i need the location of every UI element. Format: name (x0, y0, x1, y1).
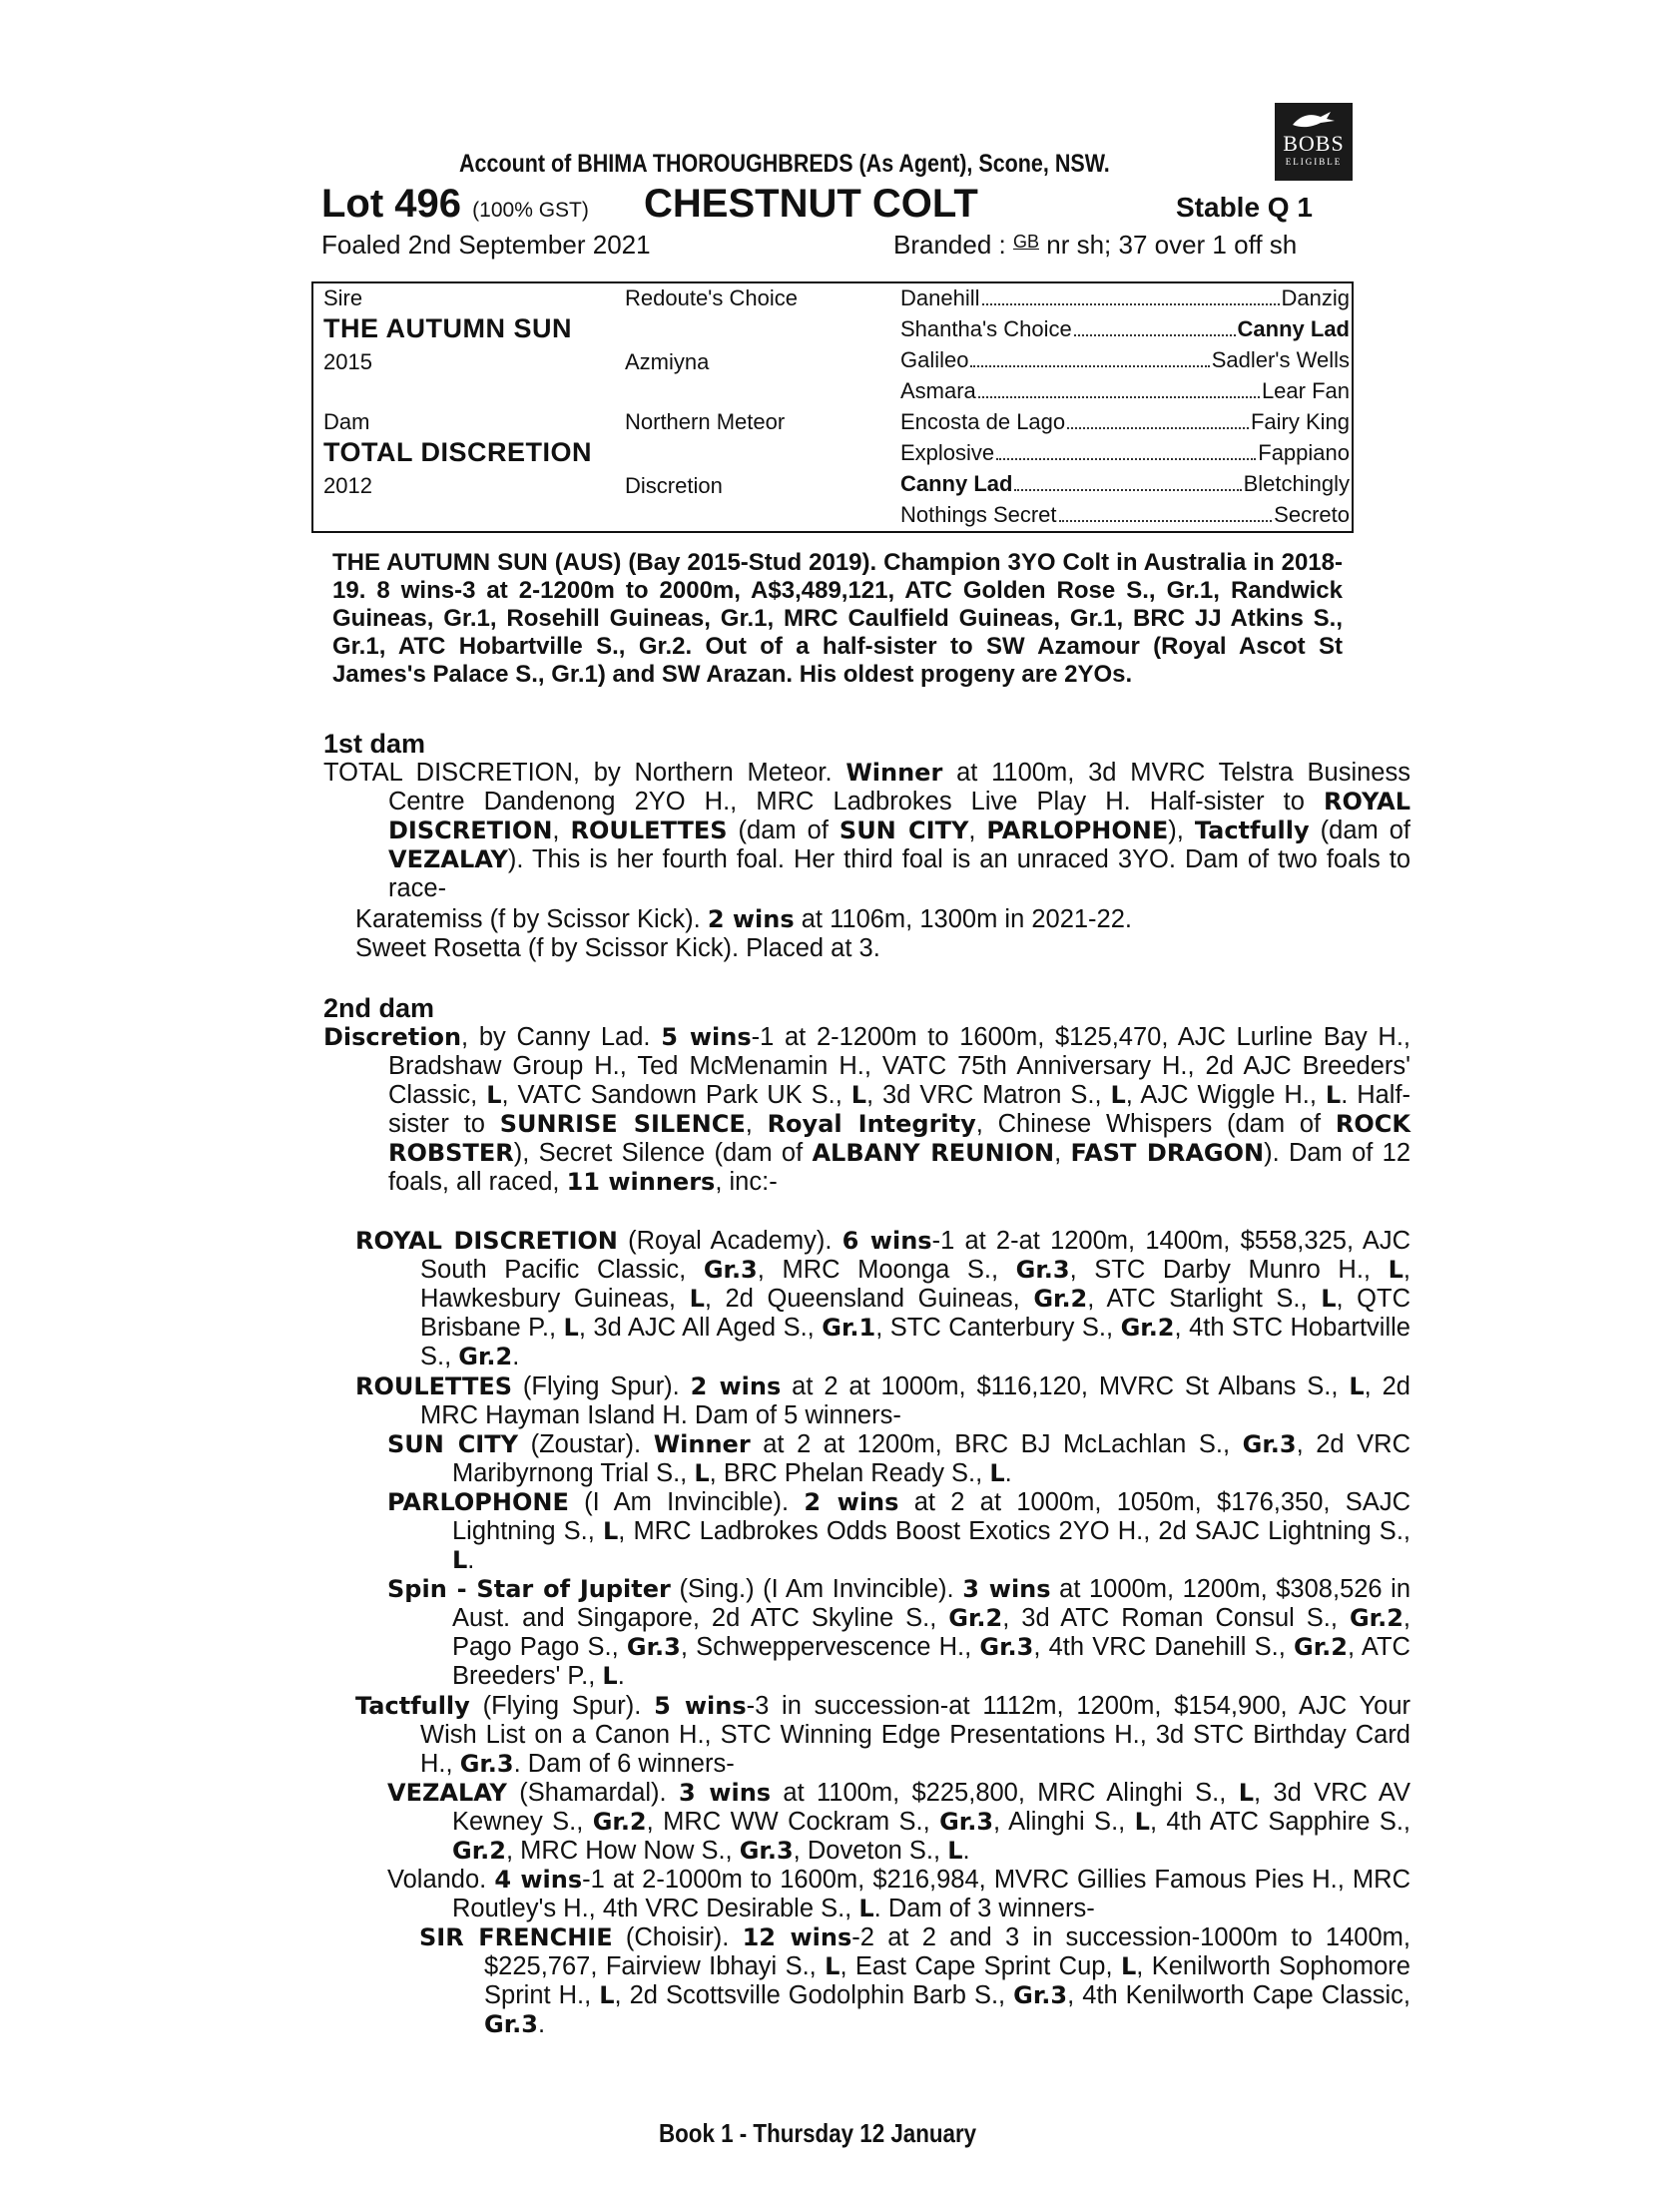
foaled-date: Foaled 2nd September 2021 (321, 230, 651, 260)
pedigree-row (900, 471, 1350, 497)
pedigree-row (900, 347, 1350, 373)
ancestor-name: Danehill (900, 285, 980, 310)
pedigree-row (900, 409, 1350, 435)
lot-title: CHESTNUT COLT (644, 182, 978, 226)
first-dam-heading: 1st dam (323, 729, 426, 759)
ancestor-name: Galileo (900, 347, 969, 372)
ancestor-sire: Lear Fan (1261, 378, 1350, 403)
volando-entry: Volando. 4 wins-1 at 2-1000m to 1600m, $216,984, MVRC Gillies Famous Pies H., MRC Routley's H., 4th VRC Desirable S., L. Dam of 3 winners- (387, 1866, 1410, 1922)
brand-mark: GB (1012, 232, 1039, 252)
stable-location: Stable Q 1 (1176, 192, 1313, 223)
ancestor-sire: Fappiano (1258, 440, 1350, 465)
sire-dam: Azmiyna (625, 349, 710, 374)
ancestor-name: Explosive (900, 440, 995, 465)
ancestor-name: Canny Lad (900, 471, 1013, 496)
lot-number (321, 182, 589, 227)
dam-name: TOTAL DISCRETION (323, 437, 593, 467)
sire-summary: THE AUTUMN SUN (AUS) (Bay 2015-Stud 2019). Champion 3YO Colt in Australia in 2018-19. 8 wins-3 at 2-1200m to 2000m, A$3,489,121, ATC Golden Rose S., Gr.1, Randwick Guineas, Gr.1, Rosehill Guineas, Gr.1, MRC Caulfield Guineas, Gr.1, BRC JJ Atkins S., Gr.1, ATC Hobartville S., Gr.2. Out of a half-sister to SW Azamour (Royal Ascot St James's Palace S., Gr.1) and SW Arazan. His oldest progeny are 2YOs. (332, 549, 1343, 688)
parlophone-entry: PARLOPHONE (I Am Invincible). 2 wins at 2 at 1000m, 1050m, $176,350, SAJC Lightning S., L, MRC Ladbrokes Odds Boost Exotics 2YO H., 2d SAJC Lightning S., L. (387, 1488, 1410, 1574)
second-dam-heading: 2nd dam (323, 993, 435, 1023)
pedigree-row (900, 502, 1350, 528)
sun-city-entry: SUN CITY (Zoustar). Winner at 2 at 1200m, BRC BJ McLachlan S., Gr.3, 2d VRC Maribyrnong Trial S., L, BRC Phelan Ready S., L. (387, 1430, 1411, 1487)
sir-frenchie-entry: SIR FRENCHIE (Choisir). 12 wins-2 at 2 and 3 in succession-1000m to 1400m, $225,767, Fairview Ibhayi S., L, East Cape Sprint Cup, L, Kenilworth Sophomore Sprint H., L, 2d Scottsville Godolphin Barb S., Gr.3, 4th Kenilworth Cape Classic, Gr.3. (419, 1923, 1410, 2038)
ancestor-sire: Fairy King (1250, 409, 1350, 434)
pedigree-row (900, 440, 1350, 466)
pedigree-row (900, 378, 1350, 404)
ancestor-sire: Sadler's Wells (1211, 347, 1350, 372)
ancestor-sire: Bletchingly (1243, 471, 1350, 496)
ancestor-sire: Secreto (1274, 502, 1350, 527)
ancestor-sire: Danzig (1281, 285, 1350, 310)
foal-entry-sweet-rosetta: Sweet Rosetta (f by Scissor Kick). Placed at 3. (355, 934, 880, 962)
branded-prefix: Branded : (893, 230, 1006, 260)
vezalay-entry: VEZALAY (Shamardal). 3 wins at 1100m, $225,800, MRC Alinghi S., L, 3d VRC AV Kewney S., Gr.2, MRC WW Cockram S., Gr.3, Alinghi S., L, 4th ATC Sapphire S., Gr.2, MRC How Now S., Gr.3, Doveton S., L. (387, 1779, 1411, 1865)
pedigree-row (900, 316, 1350, 342)
sire-name: THE AUTUMN SUN (323, 313, 572, 343)
tactfully-entry: Tactfully (Flying Spur). 5 wins-3 in succession-at 1112m, 1200m, $154,900, AJC Your Wish List on a Canon H., STC Winning Edge Presentations H., 3d STC Birthday Card H., Gr.3. Dam of 6 winners- (355, 1692, 1411, 1778)
bobs-eligible-badge (1275, 103, 1353, 181)
sire-sire: Redoute's Choice (625, 285, 798, 310)
ancestor-name: Encosta de Lago (900, 409, 1066, 434)
spin-star-of-jupiter-entry: Spin - Star of Jupiter (Sing.) (I Am Invincible). 3 wins at 1000m, 1200m, $308,526 in Aust. and Singapore, 2d ATC Skyline S., Gr.2, 3d ATC Roman Consul S., Gr.2, Pago Pago S., Gr.3, Schweppervescence H., Gr.3, 4th VRC Danehill S., Gr.2, ATC Breeders' P., L. (387, 1575, 1411, 1690)
horse-icon (1291, 109, 1337, 131)
dam-sire: Northern Meteor (625, 409, 786, 434)
dam-dam: Discretion (625, 473, 723, 498)
sire-year: 2015 (323, 349, 372, 374)
branded-suffix: nr sh; 37 over 1 off sh (1046, 230, 1298, 260)
ancestor-name: Asmara (900, 378, 976, 403)
branded-info (893, 230, 1297, 261)
badge-main-text: BOBS (1283, 131, 1345, 156)
pedigree-row (900, 285, 1350, 311)
vendor-account: Account of BHIMA THOROUGHBREDS (As Agent), Scone, NSW. (459, 150, 1110, 178)
dam-year: 2012 (323, 473, 372, 498)
foal-entry-karatemiss: Karatemiss (f by Scissor Kick). 2 wins at 1106m, 1300m in 2021-22. (355, 905, 1133, 933)
page-footer: Book 1 - Thursday 12 January (659, 2118, 977, 2148)
first-dam-paragraph: TOTAL DISCRETION, by Northern Meteor. Winner at 1100m, 3d MVRC Telstra Business Centre Dandenong 2YO H., MRC Ladbrokes Live Play H. Half-sister to ROYAL DISCRETION, ROULETTES (dam of SUN CITY, PARLOPHONE), Tactfully (dam of VEZALAY). This is her fourth foal. Her third foal is an unraced 3YO. Dam of two foals to race- (323, 759, 1410, 902)
ancestor-name: Nothings Secret (900, 502, 1057, 527)
gst-note: (100% GST) (472, 199, 589, 222)
badge-sub-text: ELIGIBLE (1285, 157, 1343, 167)
dam-label: Dam (323, 409, 370, 434)
ancestor-name: Shantha's Choice (900, 316, 1072, 341)
pedigree-box (311, 281, 1354, 533)
lot-label: Lot 496 (321, 182, 462, 226)
ancestor-sire: Canny Lad (1237, 316, 1350, 341)
roulettes-entry: ROULETTES (Flying Spur). 2 wins at 2 at 1000m, $116,120, MVRC St Albans S., L, 2d MRC Hayman Island H. Dam of 5 winners- (355, 1372, 1410, 1429)
discretion-paragraph: Discretion, by Canny Lad. 5 wins-1 at 2-1200m to 1600m, $125,470, AJC Lurline Bay H., Bradshaw Group H., Ted McMenamin H., VATC 75th Anniversary H., 2d AJC Breeders' Classic, L, VATC Sandown Park UK S., L, 3d VRC Matron S., L, AJC Wiggle H., L. Half-sister to SUNRISE SILENCE, Royal Integrity, Chinese Whispers (dam of ROCK ROBSTER), Secret Silence (dam of ALBANY REUNION, FAST DRAGON). Dam of 12 foals, all raced, 11 winners, inc:- (323, 1023, 1411, 1196)
sire-label: Sire (323, 285, 363, 310)
royal-discretion-entry: ROYAL DISCRETION (Royal Academy). 6 wins-1 at 2-at 1200m, 1400m, $558,325, AJC South Pacific Classic, Gr.3, MRC Moonga S., Gr.3, STC Darby Munro H., L, Hawkesbury Guineas, L, 2d Queensland Guineas, Gr.2, ATC Starlight S., L, QTC Brisbane P., L, 3d AJC All Aged S., Gr.1, STC Canterbury S., Gr.2, 4th STC Hobartville S., Gr.2. (355, 1227, 1410, 1370)
